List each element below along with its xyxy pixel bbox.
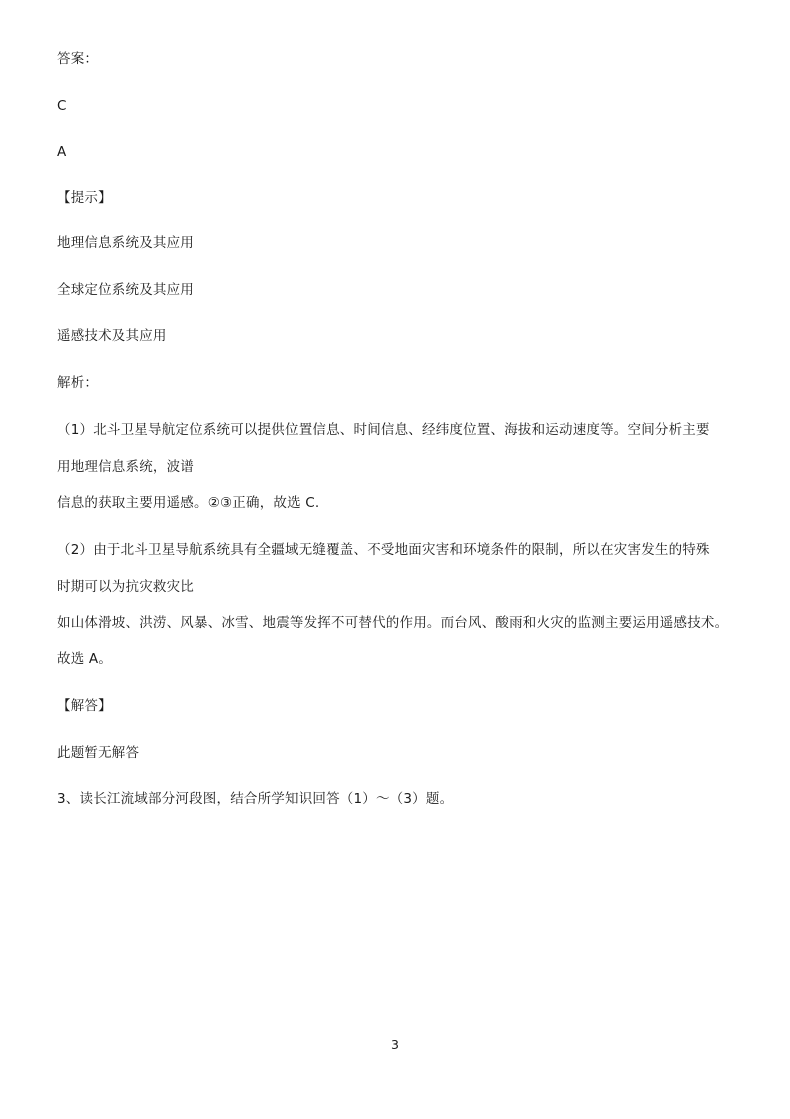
analysis-1-line-2: 用地理信息系统，波谱 (57, 459, 194, 475)
hint-item-gps: 全球定位系统及其应用 (57, 282, 194, 298)
analysis-2-line-4: 故选 A。 (57, 651, 113, 667)
hint-item-rs: 遥感技术及其应用 (57, 328, 167, 344)
answer-2: A (57, 144, 67, 160)
analysis-2-line-1: （2）由于北斗卫星导航系统具有全疆域无缝覆盖、不受地面灾害和环境条件的限制，所以在灾害发生的特殊 (57, 542, 710, 558)
analysis-1-line-3: 信息的获取主要用遥感。②③正确，故选 C. (57, 495, 320, 511)
analysis-2-line-3: 如山体滑坡、洪涝、风暴、冰雪、地震等发挥不可替代的作用。而台风、酸雨和火灾的监测主要运用遥感技术。 (57, 615, 729, 631)
analysis-1-line-1: （1）北斗卫星导航定位系统可以提供位置信息、时间信息、经纬度位置、海拔和运动速度等。空间分析主要 (57, 422, 710, 438)
hint-item-gis: 地理信息系统及其应用 (57, 235, 194, 251)
answer-1: C (57, 98, 67, 114)
analysis-2-line-2: 时期可以为抗灾救灾比 (57, 579, 194, 595)
hint-heading: 【提示】 (57, 190, 112, 206)
analysis-heading: 解析： (57, 375, 99, 391)
question-3: 3、读长江流域部分河段图，结合所学知识回答（1）～（3）题。 (57, 791, 454, 807)
solution-text: 此题暂无解答 (57, 745, 140, 761)
page-number: 3 (391, 1037, 399, 1052)
solution-heading: 【解答】 (57, 698, 112, 714)
answer-heading: 答案： (57, 51, 99, 67)
